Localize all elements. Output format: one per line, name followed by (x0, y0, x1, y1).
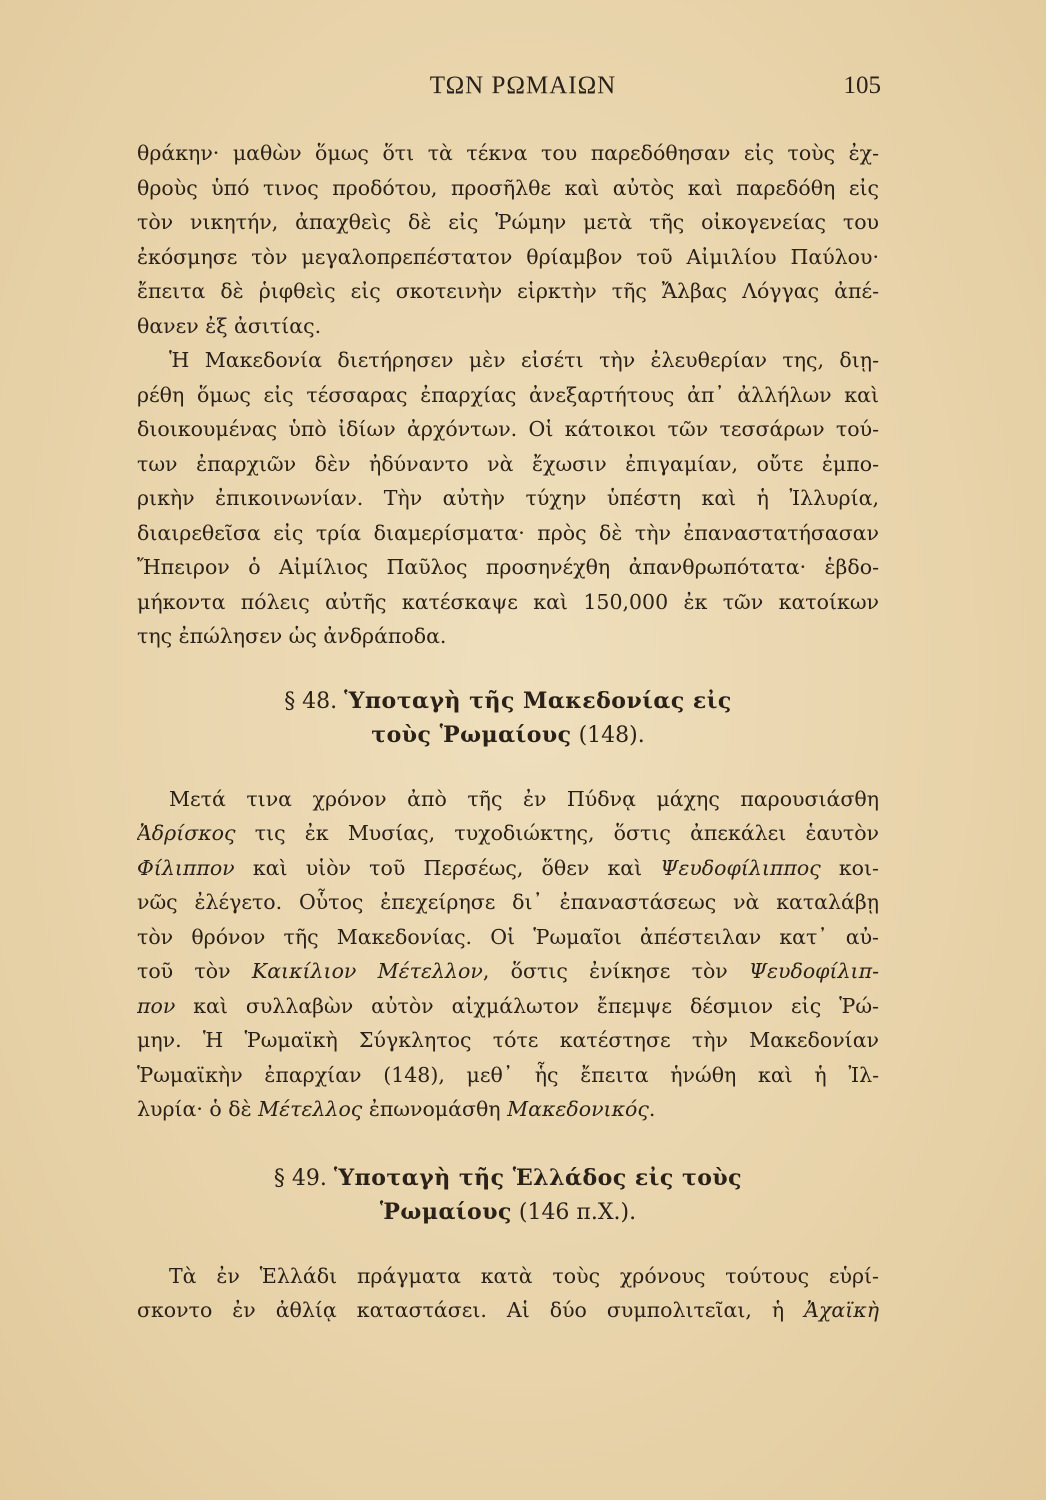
text-line: θροὺς ὑπό τινος προδότου, προσῆλθε καὶ αὐτὸς καὶ παρεδόθη εἰς (137, 175, 879, 200)
text-line: των ἐπαρχιῶν δὲν ἠδύναντο νὰ ἔχωσιν ἐπιγαμίαν, οὔτε ἐμπο- (137, 451, 879, 476)
italic-name: Μέτελλος (258, 1097, 363, 1121)
text-segment: λυρία· ὁ δὲ (137, 1097, 259, 1121)
section-date: (146 π.Χ.). (518, 1199, 637, 1225)
text-segment: τοῦ τὸν (137, 959, 252, 983)
text-segment: καὶ υἱὸν τοῦ Περσέως, ὅθεν καὶ (234, 855, 661, 880)
text-line (137, 1293, 879, 1328)
text-segment: τις ἐκ Μυσίας, τυχοδιώκτης, ὅστις ἀπεκάλει ἑαυτὸν (235, 821, 879, 845)
italic-name: Φίλιππον (137, 855, 235, 880)
text-segment: Τὰ ἐν Ἑλλάδι πράγματα κατὰ τοὺς χρόνους τούτους εὑρί- (169, 1263, 879, 1288)
text-line (137, 782, 879, 817)
text-line (137, 989, 879, 1024)
body-text (137, 136, 879, 1328)
text-line (137, 851, 879, 886)
italic-name: Καικίλιον Μέτελλον (251, 959, 483, 983)
section-title: Ὑποταγὴ τῆς Ἑλλάδος εἰς τοὺς (333, 1164, 743, 1191)
text-segment: , ὅστις ἐνίκησε τὸν (482, 959, 750, 983)
text-line: θανεν ἐξ ἀσιτίας. (137, 313, 322, 338)
text-segment: τὸν θρόνον τῆς Μακεδονίας. Οἱ Ῥωμαῖοι ἀπέστειλαν κατ᾽ αὐ- (137, 924, 879, 949)
text-line (137, 920, 879, 955)
text-segment: Ῥωμαϊκὴν ἐπαρχίαν (148), μεθ᾽ ἧς ἔπειτα ἡνώθη καὶ ἡ Ἰλ- (137, 1062, 879, 1087)
text-line: τὸν νικητήν, ἀπαχθεὶς δὲ εἰς Ῥώμην μετὰ τῆς οἰκογενείας του (137, 210, 879, 234)
italic-name: Ἀχαϊκὴ (804, 1298, 879, 1322)
text-line (137, 1023, 879, 1058)
text-line (137, 1058, 879, 1093)
text-line: διαιρεθεῖσα εἰς τρία διαμερίσματα· πρὸς δὲ τὴν ἐπαναστατήσασαν (137, 520, 879, 545)
paragraph-andriskos (137, 782, 879, 1127)
section-title: τοὺς Ῥωμαίους (371, 721, 572, 748)
text-line (137, 1092, 879, 1127)
text-line: θράκην· μαθὼν ὅμως ὅτι τὰ τέκνα του παρεδόθησαν εἰς τοὺς ἐχ- (137, 141, 879, 165)
text-line: ἐκόσμησε τὸν μεγαλοπρεπέστατον θρίαμβον τοῦ Αἰμιλίου Παύλου· (137, 244, 879, 269)
text-segment: μην. Ἡ Ῥωμαϊκὴ Σύγκλητος τότε κατέστησε τὴν Μακεδονίαν (137, 1028, 879, 1052)
italic-name: Ψευδοφίλιππος (660, 855, 821, 880)
paragraph-greece-affairs (137, 1259, 879, 1328)
text-line (137, 954, 879, 989)
text-segment: ἐπωνομάσθη (362, 1097, 508, 1121)
text-line: διοικουμένας ὑπὸ ἰδίων ἀρχόντων. Οἱ κάτοικοι τῶν τεσσάρων τού- (137, 417, 879, 441)
text-line: ἔπειτα δὲ ῥιφθεὶς εἰς σκοτεινὴν εἱρκτὴν τῆς Ἄλβας Λόγγας ἀπέ- (137, 279, 879, 303)
text-line (137, 885, 879, 920)
text-segment: νῶς ἐλέγετο. Οὗτος ἐπεχείρησε δι᾽ ἐπαναστάσεως νὰ καταλάβῃ (137, 890, 879, 914)
page-number: 105 (843, 72, 881, 99)
text-line (137, 1259, 879, 1294)
text-segment: καὶ συλλαβὼν αὐτὸν αἰχμάλωτον ἔπεμψε δέσμιον εἰς Ῥώ- (175, 993, 879, 1018)
text-segment: . (648, 1097, 656, 1121)
text-line: ρικὴν ἐπικοινωνίαν. Τὴν αὐτὴν τύχην ὑπέστη καὶ ἡ Ἰλλυρία, (137, 486, 879, 510)
section-number: § 49. (273, 1165, 327, 1191)
section-heading-49 (137, 1161, 879, 1229)
paragraph-perseus-fate (137, 136, 879, 343)
paragraph-macedonia-division (137, 343, 879, 654)
text-line: Ἤπειρον ὁ Αἰμίλιος Παῦλος προσηνέχθη ἀπανθρωπότατα· ἑβδο- (137, 555, 879, 579)
text-line (137, 816, 879, 851)
section-heading-48 (137, 684, 879, 752)
text-line: μήκοντα πόλεις αὐτῆς κατέσκαψε καὶ 150,000 ἐκ τῶν κατοίκων (137, 589, 879, 614)
italic-name: πον (137, 993, 176, 1018)
section-title: Ὑποταγὴ τῆς Μακεδονίας εἰς (344, 687, 732, 714)
text-segment: κοι- (820, 855, 879, 880)
text-segment: σκοντο ἐν ἀθλίᾳ καταστάσει. Αἱ δύο συμπολιτεῖαι, ἡ (137, 1298, 805, 1322)
section-date: (148). (578, 722, 645, 748)
running-head (0, 72, 1046, 106)
italic-name: Ψευδοφίλιπ- (749, 959, 879, 983)
text-line: Ἡ Μακεδονία διετήρησεν μὲν εἰσέτι τὴν ἐλευθερίαν της, διῃ- (169, 348, 879, 372)
text-segment: Μετά τινα χρόνον ἀπὸ τῆς ἐν Πύδνᾳ μάχης παρουσιάσθη (169, 786, 879, 811)
section-title: Ῥωμαίους (379, 1198, 512, 1225)
italic-name: Ἀδρίσκος (137, 821, 236, 845)
italic-name: Μακεδονικός (507, 1097, 649, 1121)
section-number: § 48. (284, 688, 338, 714)
text-line: ρέθη ὅμως εἰς τέσσαρας ἐπαρχίας ἀνεξαρτήτους ἀπ᾽ ἀλλήλων καὶ (137, 382, 879, 407)
running-title: ΤΩΝ ΡΩΜΑΙΩΝ (429, 72, 617, 99)
text-line: της ἐπώλησεν ὡς ἀνδράποδα. (137, 624, 447, 648)
